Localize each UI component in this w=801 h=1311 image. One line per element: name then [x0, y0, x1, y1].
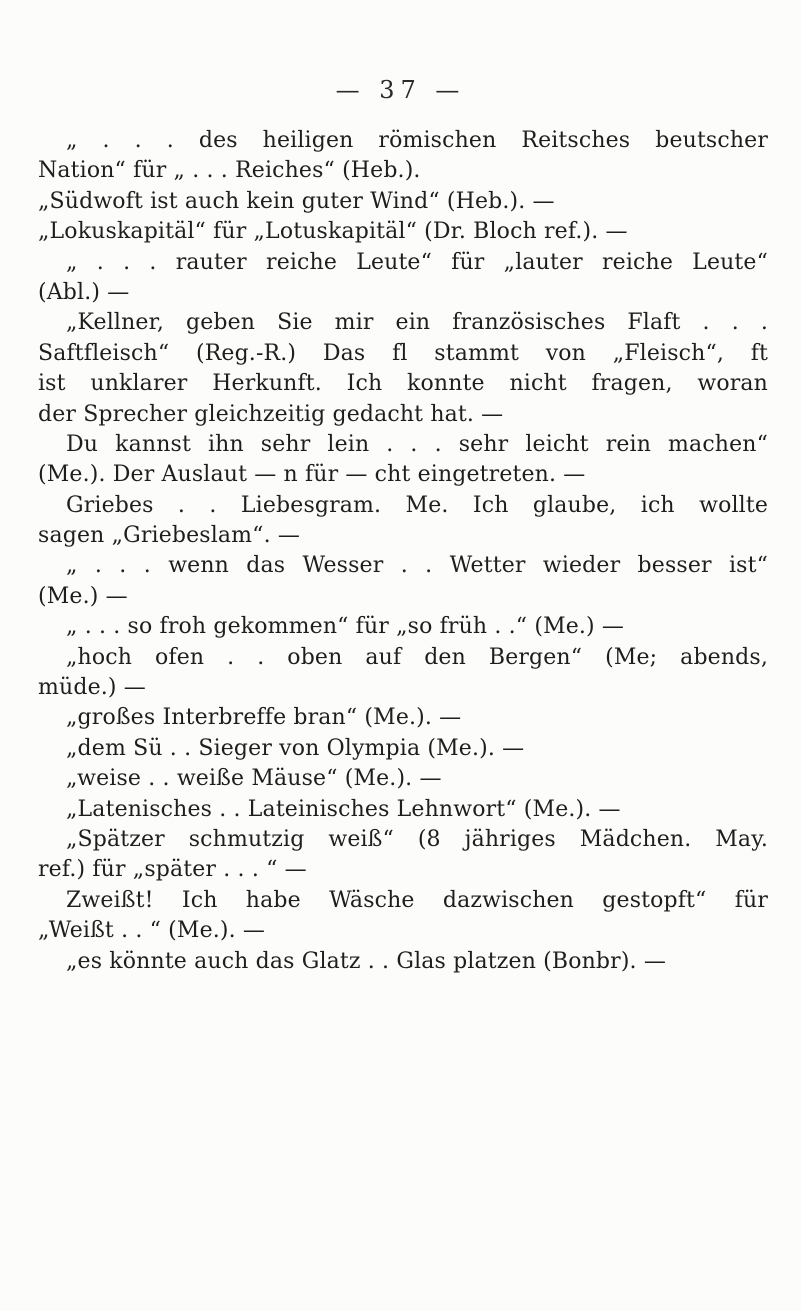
text-line: (Me.). Der Auslaut — n für — cht eingetreten. — — [38, 462, 586, 488]
text-line: Nation“ für „ . . . Reiches“ (Heb.). — [38, 158, 421, 184]
text-line: „Kellner, geben Sie mir ein französisches Flaft . . . — [66, 310, 768, 336]
text-line: „ . . . so froh gekommen“ für „so früh . .“ (Me.) — — [66, 614, 625, 640]
text-line: „großes Interbreffe bran“ (Me.). — — [66, 705, 462, 731]
text-line: „Latenisches . . Lateinisches Lehnwort“ (Me.). — — [66, 796, 621, 822]
text-line: Saftfleisch“ (Reg.-R.) Das fl stammt von „Fleisch“, ft — [38, 340, 768, 366]
page-body — [38, 126, 768, 977]
text-line: „dem Sü . . Sieger von Olympia (Me.). — — [66, 735, 525, 761]
text-line: „weise . . weiße Mäuse“ (Me.). — — [66, 766, 442, 792]
text-line: „es könnte auch das Glatz . . Glas platzen (Bonbr). — — [66, 948, 666, 974]
text-line: ist unklarer Herkunft. Ich konnte nicht fragen, woran — [38, 371, 768, 397]
text-line: ref.) für „später . . . “ — — [38, 857, 307, 883]
text-line: Du kannst ihn sehr lein . . . sehr leicht rein machen“ — [66, 431, 768, 457]
text-line: sagen „Griebeslam“. — — [38, 523, 301, 549]
text-line: der Sprecher gleichzeitig gedacht hat. — — [38, 401, 504, 427]
text-line: „ . . . wenn das Wesser . . Wetter wieder besser ist“ — [66, 553, 768, 579]
text-line: „Südwoft ist auch kein guter Wind“ (Heb.). — — [38, 188, 555, 214]
text-line: „ . . . des heiligen römischen Reitsches beutscher — [66, 128, 768, 153]
text-line: „ . . . rauter reiche Leute“ für „lauter reiche Leute“ — [66, 249, 768, 275]
text-line: „Lokuskapitäl“ für „Lotuskapitäl“ (Dr. Bloch ref.). — — [38, 219, 628, 245]
text-line: „Weißt . . “ (Me.). — — [38, 918, 266, 944]
text-line: (Me.) — — [38, 583, 128, 609]
page-number: — 37 — — [335, 76, 466, 104]
text-line: Zweißt! Ich habe Wäsche dazwischen gestopft“ für — [66, 887, 768, 913]
text-line: „Spätzer schmutzig weiß“ (8 jähriges Mädchen. May. — [66, 826, 768, 852]
text-line: (Abl.) — — [38, 279, 130, 305]
text-line: Griebes . . Liebesgram. Me. Ich glaube, ich wollte — [66, 492, 768, 518]
text-line: „hoch ofen . . oben auf den Bergen“ (Me; abends, — [66, 644, 768, 670]
text-line: müde.) — — [38, 675, 146, 701]
